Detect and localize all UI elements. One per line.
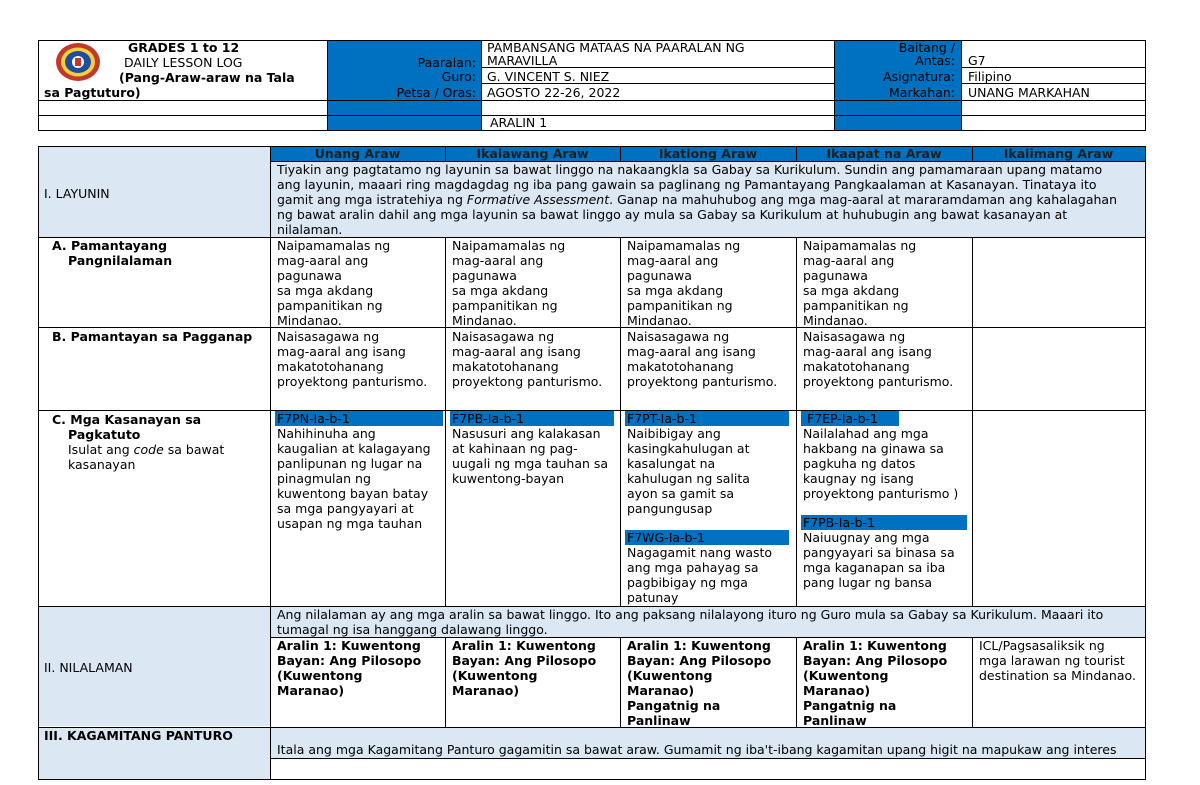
asignatura-label: Asignatura: — [883, 69, 955, 84]
kasanayan-day-4: F7EP-Ia-b-1 Nailalahad ang mga hakbang na ginawa sa pagkuha ng datos kaugnay ng isang proyektong panturismo ) F7PB-Ia-b-1 Naiuugnay ang mga pangyayari sa binasa sa mga kaganapan sa iba pang lugar ng bansa — [801, 411, 967, 590]
baitang-label-2: Antas: — [915, 53, 955, 68]
nilalaman-intro: Ang nilalaman ay ang mga aralin sa bawat linggo. Ito ang paksang nilalayong ituro ng Guro mula sa Gabay sa Kurikulum. Maaari ito tumagal ng isa hanggang dalawang linggo. — [277, 607, 1104, 637]
guro-value: G. VINCENT S. NIEZ — [487, 69, 610, 84]
code-badge: F7PB-Ia-b-1 — [450, 411, 614, 426]
asignatura-value: Filipino — [968, 69, 1012, 84]
day-4-header: Ikaapat na Araw — [826, 146, 942, 161]
day-3-header: Ikatlong Araw — [658, 146, 758, 161]
pamantayan-sa-pagganap-label: B. Pamantayan sa Pagganap — [52, 329, 253, 344]
deped-seal-logo — [54, 42, 102, 82]
kasanayan-day-2: F7PB-Ia-b-1 Nasusuri ang kalakasan at kahinaan ng pag- uugali ng mga tauhan sa kuwentong-bayan — [450, 411, 614, 486]
code-badge: F7PT-Ia-b-1 — [625, 411, 789, 426]
day-2-header: Ikalawang Araw — [476, 146, 589, 161]
paaralan-value-2: MARAVILLA — [487, 53, 558, 68]
pangnilalaman-day-4: Naipamamalas ng mag-aaral ang pagunawa sa mga akdang pampanitikan ng Mindanao. — [803, 238, 917, 328]
header-title-tagalog: (Pang-Araw-araw na Tala — [119, 70, 295, 85]
nilalaman-day-1: Aralin 1: Kuwentong Bayan: Ang Pilosopo (Kuwentong Maranao) — [277, 638, 422, 698]
nilalaman-day-3: Aralin 1: Kuwentong Bayan: Ang Pilosopo (Kuwentong Maranao) Pangatnig na Panlinaw — [627, 638, 772, 728]
baitang-value: G7 — [968, 53, 986, 68]
aralin-title: ARALIN 1 — [490, 115, 548, 130]
kasanayan-day-1: F7PN-Ia-b-1 Nahihinuha ang kaugalian at kalagayang panlipunan ng lugar na pinagmulan ng kuwentong bayan batay sa mga pangyayari at usapan ng mga tauhan — [275, 411, 443, 531]
layunin-text: Tiyakin ang pagtatamo ng layunin sa bawat linggo na nakaangkla sa Gabay sa Kurikulum. Sundin ang pamamaraan upang matamo ang layunin, maaari ring magdagdag ng iba pang gawain sa paglinang ng Pamantayang Pangkaalaman at Kasanayan. Tinataya ito gamit ang mga istratehiya ng Formative Assessment. Ganap na mahuhubog ang mga mag-aaral at mararamdaman ang kahalagahan ng bawat aralin dahil ang mga layunin sa bawat linggo ay mula sa Gabay sa Kurikulum at huhubugin ang bawat kasanayan at nilalaman. — [277, 162, 1118, 237]
guro-label: Guro: — [441, 69, 476, 84]
code-badge: F7PN-Ia-b-1 — [275, 411, 443, 426]
day-5-header: Ikalimang Araw — [1003, 146, 1114, 161]
nilalaman-day-5: ICL/Pagsasaliksik ng mga larawan ng tourist destination sa Mindanao. — [979, 638, 1136, 683]
paaralan-value-1: PAMBANSANG MATAAS NA PAARALAN NG — [487, 40, 745, 55]
pamantayang-pangnilalaman-label-2: Pangnilalaman — [68, 253, 173, 268]
nilalaman-label: II. NILALAMAN — [44, 660, 133, 675]
baitang-label-1: Baitang / — [898, 40, 955, 55]
kasanayan-day-3: F7PT-Ia-b-1 Naibibigay ang kasingkahulugan at kasalungat na kahulugan ng salita ayon sa gamit sa pangungusap F7WG-Ia-b-1 Nagagamit nang wasto ang mga pahayag sa pagbibigay ng mga patunay — [625, 411, 789, 605]
header-title-tagalog-2: sa Pagtuturo) — [44, 85, 141, 100]
nilalaman-day-2: Aralin 1: Kuwentong Bayan: Ang Pilosopo (Kuwentong Maranao) — [452, 638, 597, 698]
pagganap-day-3: Naisasagawa ng mag-aaral ang isang makatotohanang proyektong panturismo. — [627, 329, 778, 389]
pagganap-day-4: Naisasagawa ng mag-aaral ang isang makatotohanang proyektong panturismo. — [803, 329, 954, 389]
pangnilalaman-day-3: Naipamamalas ng mag-aaral ang pagunawa sa mga akdang pampanitikan ng Mindanao. — [627, 238, 741, 328]
code-badge: F7EP-Ia-b-1 — [801, 411, 899, 426]
code-badge: F7WG-Ia-b-1 — [625, 530, 789, 545]
nilalaman-day-4: Aralin 1: Kuwentong Bayan: Ang Pilosopo (Kuwentong Maranao) Pangatnig na Panlinaw — [803, 638, 948, 728]
pangnilalaman-day-1: Naipamamalas ng mag-aaral ang pagunawa sa mga akdang pampanitikan ng Mindanao. — [277, 238, 391, 328]
code-badge: F7PB-Ia-b-1 — [801, 515, 967, 530]
paaralan-label: Paaralan: — [417, 55, 476, 70]
petsa-label: Petsa / Oras: — [396, 85, 476, 100]
pagganap-day-2: Naisasagawa ng mag-aaral ang isang makatotohanang proyektong panturismo. — [452, 329, 603, 389]
kagamitan-label: III. KAGAMITANG PANTURO — [44, 728, 233, 743]
header-title-dll: DAILY LESSON LOG — [124, 55, 243, 70]
petsa-value: AGOSTO 22-26, 2022 — [487, 85, 621, 100]
day-1-header: Unang Araw — [314, 146, 401, 161]
header-title-grades: GRADES 1 to 12 — [128, 40, 240, 55]
pamantayang-pangnilalaman-label: A. Pamantayang — [52, 238, 168, 253]
pangnilalaman-day-2: Naipamamalas ng mag-aaral ang pagunawa sa mga akdang pampanitikan ng Mindanao. — [452, 238, 566, 328]
kagamitan-text: Itala ang mga Kagamitang Panturo gagamitin sa bawat araw. Gumamit ng iba't-ibang kagamitan upang higit na mapukaw ang interes — [277, 742, 1117, 757]
kasanayan-label: C. Mga Kasanayan sa Pagkatuto Isulat ang code sa bawat kasanayan — [52, 412, 225, 472]
markahan-value: UNANG MARKAHAN — [968, 85, 1090, 100]
markahan-label: Markahan: — [889, 85, 955, 100]
pagganap-day-1: Naisasagawa ng mag-aaral ang isang makatotohanang proyektong panturismo. — [277, 329, 428, 389]
layunin-label: I. LAYUNIN — [44, 186, 110, 201]
